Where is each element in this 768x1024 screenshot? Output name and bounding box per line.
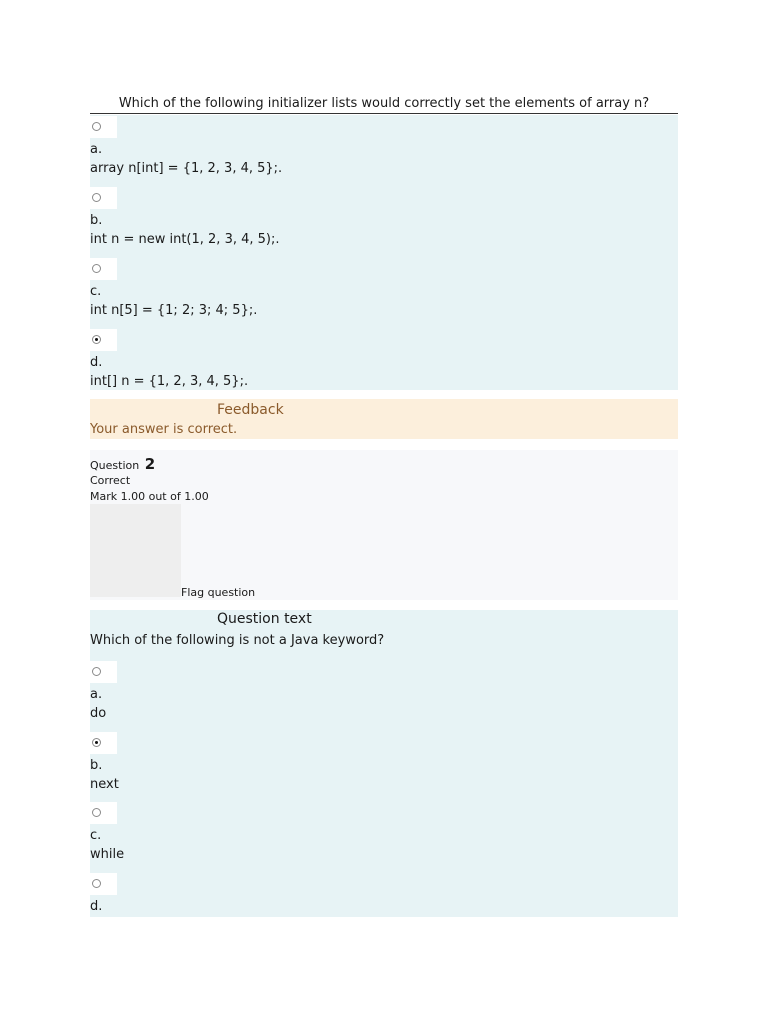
q2-option-b-letter: b. — [90, 758, 103, 773]
flag-icon-area[interactable] — [90, 504, 181, 597]
option-c-letter: c. — [90, 284, 102, 299]
option-a-radio-box[interactable] — [90, 116, 117, 138]
question-2-prompt: Which of the following is not a Java keyword? — [90, 633, 385, 648]
q2-option-c-letter: c. — [90, 828, 102, 843]
q2-option-d-radio-box[interactable] — [90, 873, 117, 895]
option-d-letter: d. — [90, 355, 103, 370]
q2-option-a-radio[interactable] — [92, 667, 101, 676]
question-2-info — [90, 450, 678, 600]
question-number-label — [90, 455, 155, 473]
option-a-letter: a. — [90, 142, 103, 157]
option-b-text[interactable]: int n = new int(1, 2, 3, 4, 5);. — [90, 232, 280, 247]
option-b-radio[interactable] — [92, 193, 101, 202]
feedback-panel — [90, 399, 678, 439]
question-1-answers — [90, 115, 678, 390]
flag-question-link[interactable]: Flag question — [181, 586, 256, 599]
q2-option-c-radio[interactable] — [92, 808, 101, 817]
q2-option-d-radio[interactable] — [92, 879, 101, 888]
q2-option-d-letter: d. — [90, 899, 103, 914]
q2-option-c-radio-box[interactable] — [90, 802, 117, 824]
q2-option-a-text[interactable]: do — [90, 706, 107, 721]
q2-option-c-text[interactable]: while — [90, 847, 125, 862]
question-state: Correct — [90, 474, 131, 487]
question-label: Question — [90, 459, 140, 472]
feedback-text: Your answer is correct. — [90, 422, 238, 437]
q2-option-a-letter: a. — [90, 687, 103, 702]
option-a-radio[interactable] — [92, 122, 101, 131]
option-d-radio-box[interactable] — [90, 329, 117, 351]
q2-option-b-radio-box[interactable] — [90, 732, 117, 754]
q2-option-a-radio-box[interactable] — [90, 661, 117, 683]
option-c-text[interactable]: int n[5] = {1; 2; 3; 4; 5};. — [90, 303, 258, 318]
q2-option-b-radio-selected[interactable] — [92, 738, 101, 747]
feedback-heading: Feedback — [217, 402, 284, 418]
option-b-letter: b. — [90, 213, 103, 228]
question-grade: Mark 1.00 out of 1.00 — [90, 490, 209, 503]
question-2-answers — [90, 660, 678, 917]
question-text-heading: Question text — [217, 611, 312, 627]
q2-option-b-text[interactable]: next — [90, 777, 119, 792]
option-c-radio[interactable] — [92, 264, 101, 273]
option-d-text[interactable]: int[] n = {1, 2, 3, 4, 5};. — [90, 374, 249, 389]
question-1-text: Which of the following initializer lists would correctly set the elements of array n? — [90, 94, 678, 114]
option-c-radio-box[interactable] — [90, 258, 117, 280]
question-number: 2 — [144, 455, 156, 473]
option-d-radio-selected[interactable] — [92, 335, 101, 344]
option-b-radio-box[interactable] — [90, 187, 117, 209]
option-a-text[interactable]: array n[int] = {1, 2, 3, 4, 5};. — [90, 161, 283, 176]
